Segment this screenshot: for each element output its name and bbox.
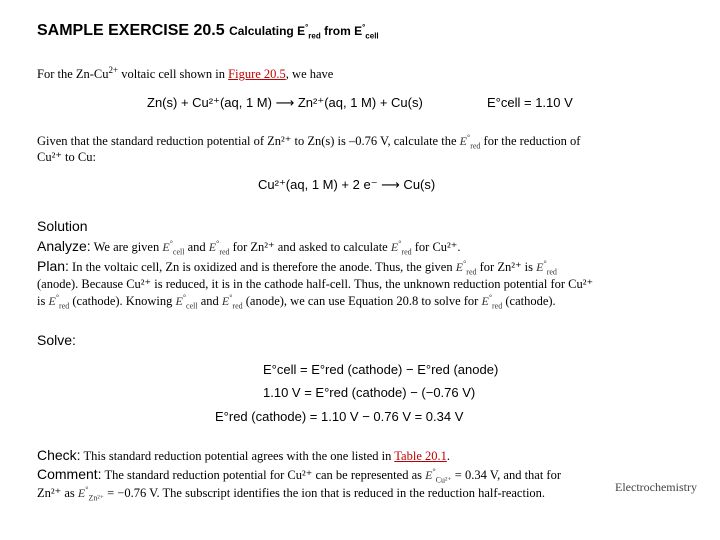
exercise-label: SAMPLE EXERCISE 20.5 <box>37 22 225 39</box>
solve-equation-2: 1.10 V = E°red (cathode) − (−0.76 V) <box>263 385 476 400</box>
e-cell-symbol: $E^\circ_{cell}$ <box>162 239 185 257</box>
given-line-1: Given that the standard reduction potential of Zn²⁺ to Zn(s) is –0.76 V, calculate the $E^\circ_{red}$ for the reduction of <box>37 133 581 151</box>
solve-equation-3: E°red (cathode) = 1.10 V − 0.76 V = 0.34 V <box>215 409 464 424</box>
comment-line-1: Comment: The standard reduction potential for Cu²⁺ can be represented as $E^\circ_{Cu^{2+}} = 0.34$ V, and that for <box>37 466 562 485</box>
given-line-2: Cu²⁺ to Cu: <box>37 150 96 164</box>
solve-heading: Solve: <box>37 332 76 348</box>
reaction-equation-1: Zn(s) + Cu²⁺(aq, 1 M) ⟶ Zn²⁺(aq, 1 M) + Cu(s) <box>147 95 423 110</box>
plan-line-2: (anode). Because Cu²⁺ is reduced, it is in the cathode half-cell. Thus, the unknown reduction potential for Cu²⁺ <box>37 277 594 291</box>
plan-label: Plan: <box>37 258 69 274</box>
intro-text: For the $Zn-Cu^{2+}$ voltaic cell shown in Figure 20.5, we have <box>37 64 334 81</box>
table-link[interactable]: Table 20.1 <box>394 449 447 463</box>
solve-equation-1: E°cell = E°red (cathode) − E°red (anode) <box>263 362 499 377</box>
plan-line-1: Plan: In the voltaic cell, Zn is oxidized and is therefore the anode. Thus, the given $E^\circ_{red}$ for Zn²⁺ is $E^\circ_{red}$ <box>37 258 557 277</box>
figure-link[interactable]: Figure 20.5 <box>228 67 286 81</box>
analyze-line: Analyze: We are given $E^\circ_{cell}$ and $E^\circ_{red}$ for Zn²⁺ and asked to calculate $E^\circ_{red}$ for Cu²⁺. <box>37 238 461 257</box>
comment-line-2: Zn²⁺ as $E^\circ_{Zn^{2+}} = -0.76$ V. The subscript identifies the ion that is reduced in the reduction half-reaction. <box>37 485 546 503</box>
reaction-equation-2: Cu²⁺(aq, 1 M) + 2 e⁻ ⟶ Cu(s) <box>258 177 436 192</box>
title-part-1: Calculating $E^\circ_{red}$ from $E^\circ_{cell}$ <box>229 23 379 41</box>
analyze-label: Analyze: <box>37 238 91 254</box>
comment-label: Comment: <box>37 466 102 482</box>
e-red-symbol: $E^\circ_{red}$ <box>459 133 481 151</box>
solution-heading: Solution <box>37 218 88 234</box>
plan-line-3: is $E^\circ_{red}$ (cathode). Knowing $E^\circ_{cell}$ and $E^\circ_{red}$ (anode), we can use Equation 20.8 to solve for $E^\circ_{red}$ (cathode). <box>37 293 556 311</box>
exercise-title <box>37 22 379 40</box>
ecell-value: E°cell = 1.10 V <box>487 95 573 110</box>
chapter-brand: Electrochemistry <box>615 480 697 494</box>
check-label: Check: <box>37 447 81 463</box>
check-line: Check: This standard reduction potential agrees with the one listed in Table 20.1. <box>37 447 450 463</box>
